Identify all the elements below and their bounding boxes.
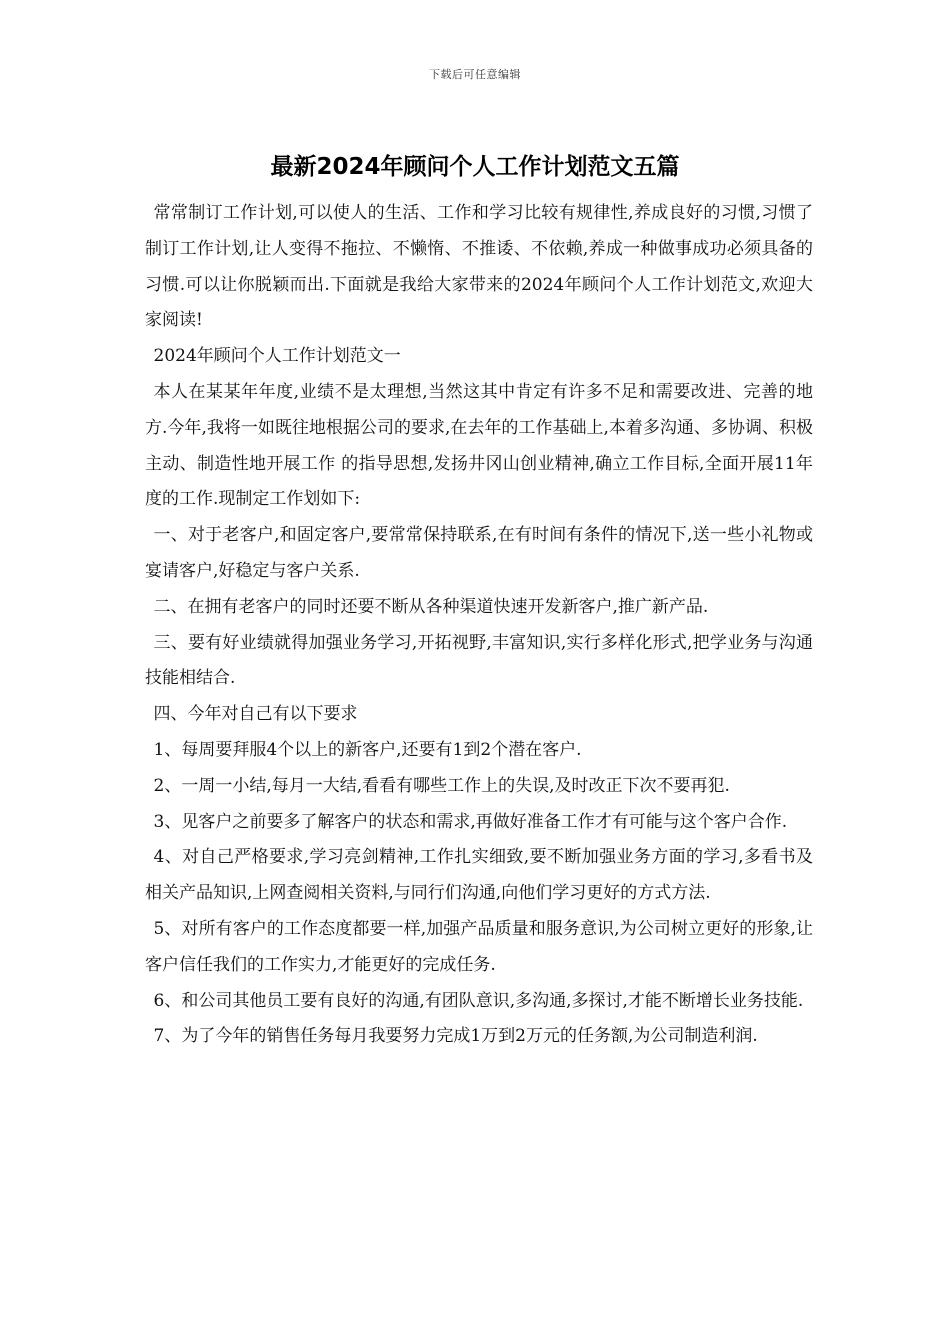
body-paragraph: 本人在某某年年度,业绩不是太理想,当然这其中肯定有许多不足和需要改进、完善的地方.今年,我将一如既往地根据公司的要求,在去年的工作基础上,本着多沟通、多协调、积极主动、制造性地开展工作 的指导思想,发扬井冈山创业精神,确立工作目标,全面开展11年度的工作.现制定工作划如下: [145,381,813,510]
list-item: 三、要有好业绩就得加强业务学习,开拓视野,丰富知识,实行多样化形式,把学业务与沟通技能相结合. [145,632,813,689]
sub-list-item: 4、对自己严格要求,学习亮剑精神,工作扎实细致,要不断加强业务方面的学习,多看书及相关产品知识,上网查阅相关资料,与同行们沟通,向他们学习更好的方式方法. [145,847,813,904]
sub-list-item: 1、每周要拜服4个以上的新客户,还要有1到2个潜在客户. [153,739,582,760]
sub-list-item: 3、见客户之前要多了解客户的状态和需求,再做好准备工作才有可能与这个客户合作. [153,811,788,832]
list-item: 二、在拥有老客户的同时还要不断从各种渠道快速开发新客户,推广新产品. [153,596,709,617]
header-note: 下载后可任意编辑 [429,68,521,81]
sub-list-item: 2、一周一小结,每月一大结,看看有哪些工作上的失误,及时改正下次不要再犯. [153,775,730,796]
sub-list-item: 6、和公司其他员工要有良好的沟通,有团队意识,多沟通,多探讨,才能不断增长业务技能. [153,990,804,1011]
list-item: 四、今年对自己有以下要求 [153,704,358,725]
document-body [145,196,813,1055]
sub-list-item: 5、对所有客户的工作态度都要一样,加强产品质量和服务意识,为公司树立更好的形象,让客户信任我们的工作实力,才能更好的完成任务. [145,918,813,975]
list-item: 一、对于老客户,和固定客户,要常常保持联系,在有时间有条件的情况下,送一些小礼物或宴请客户,好稳定与客户关系. [145,525,813,581]
intro-paragraph: 常常制订工作计划,可以使人的生活、工作和学习比较有规律性,养成良好的习惯,习惯了制订工作计划,让人变得不拖拉、不懒惰、不推诿、不依赖,养成一种做事成功必须具备的习惯.可以让你脱颖而出.下面就是我给大家带来的2024年顾问个人工作计划范文,欢迎大家阅读! [145,203,813,331]
document-title: 最新2024年顾问个人工作计划范文五篇 [270,154,680,180]
sub-list-item: 7、为了今年的销售任务每月我要努力完成1万到2万元的任务额,为公司制造利润. [153,1026,758,1047]
section-heading: 2024年顾问个人工作计划范文一 [153,346,401,367]
